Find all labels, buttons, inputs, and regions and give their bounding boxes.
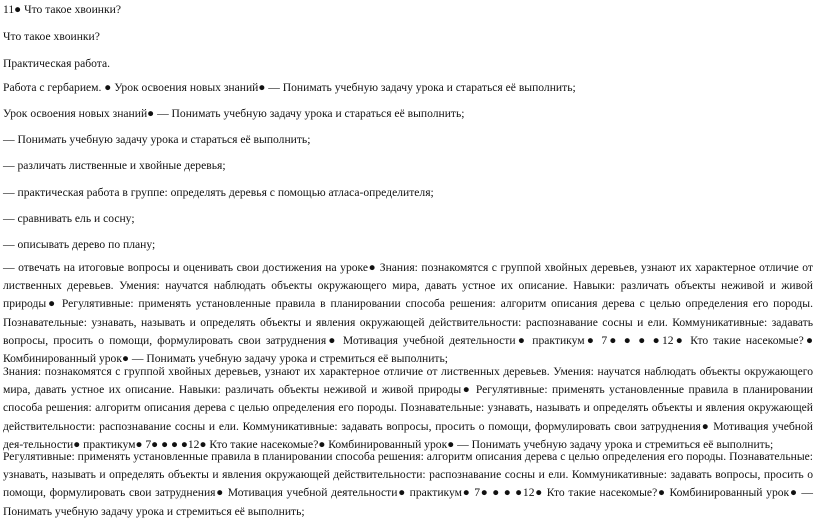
- lesson-heading: 11● Что такое хвоинки?: [3, 3, 121, 16]
- regulatory-paragraph: Регулятивные: применять установленные правила в планировании способа решения: алгоритм описания дерева с целью определения его породы. Познавательные: узнавать, называть и определять объекты и явления окружающей действительности: распознавание сосны и ели. Коммуникативные: задавать вопросы, просить о помощи, формулировать свои затруднения● Мотивация учебной деятельности● практикум● 7● ● ● ●12● Кто такие насекомые?● Комбинированный урок● — Понимать учебную задачу урока и стремиться её выполнить;: [3, 450, 813, 518]
- objective-item: — практическая работа в группе: определять деревья с помощью атласа-определителя;: [3, 186, 434, 199]
- objective-item: — описывать дерево по плану;: [3, 238, 156, 251]
- objective-item: — сравнивать ель и сосну;: [3, 212, 135, 225]
- objective-item: — различать лиственные и хвойные деревья;: [3, 159, 226, 172]
- outcomes-paragraph: — отвечать на итоговые вопросы и оценивать свои достижения на уроке● Знания: познакомятся с группой хвойных деревьев, узнают их характерное отличие от лиственных деревьев. Умения: научатся наблюдать объекты окружающего мира, давать устное их описание. Навыки: различать объекты неживой и живой природы● Регулятивные: применять установленные правила в планировании способа решения: алгоритм описания дерева с целью определения его породы. Познавательные: узнавать, называть и определять объекты и явления окружающей действительности: распознавание сосны и ели. Коммуникативные: задавать вопросы, просить о помощи, формулировать свои затруднения● Мотивация учебной деятельности● практикум● 7● ● ● ●12● Кто такие насекомые?● Комбинированный урок● — Понимать учебную задачу урока и стремиться её выполнить;: [3, 261, 813, 366]
- knowledge-paragraph: Знания: познакомятся с группой хвойных деревьев, узнают их характерное отличие от лиственных деревьев. Умения: научатся наблюдать объекты окружающего мира, давать устное их описание. Навыки: различать объекты неживой и живой природы● Регулятивные: применять установленные правила в планировании способа решения: алгоритм описания дерева с целью определения его породы. Познавательные: узнавать, называть и определять объекты и явления окружающей действительности: распознавание сосны и ели. Коммуникативные: задавать вопросы, просить о помощи, формулировать свои затруднения● Мотивация учебной дея-тельности● практикум● 7● ● ● ●12● Кто такие насекомые?● Комбинированный урок● — Понимать учебную задачу урока и стремиться её выполнить;: [3, 365, 813, 451]
- practical-work-label: Практическая работа.: [3, 57, 111, 70]
- lesson-title: Что такое хвоинки?: [3, 30, 100, 43]
- lesson-type-line: Урок освоения новых знаний● — Понимать учебную задачу урока и стараться её выполнить;: [3, 107, 465, 120]
- herbarium-line: Работа с гербарием. ● Урок освоения новых знаний● — Понимать учебную задачу урока и стараться её выполнить;: [3, 81, 576, 94]
- objective-item: — Понимать учебную задачу урока и стараться её выполнить;: [3, 133, 311, 146]
